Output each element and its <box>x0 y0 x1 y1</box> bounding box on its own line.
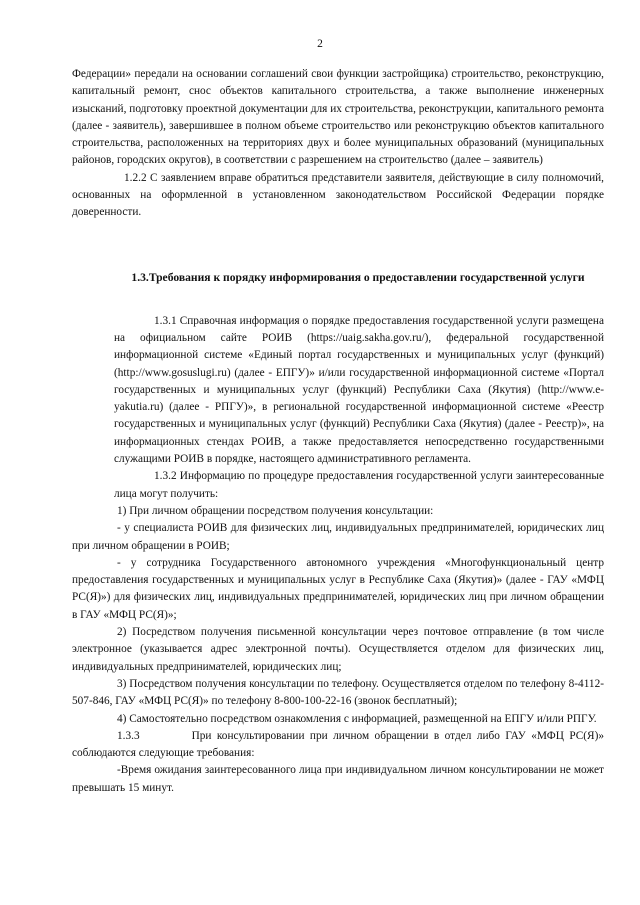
paragraph-applicant-definition: Федерации» передали на основании соглашений свои функции застройщика) строительство, реконструкцию, капитальный ремонт, снос объектов капитального строительства, а также выполнение инженерных изысканий, подготовку проектной документации для их строительства, реконструкции, капитального ремонта (далее - заявитель), завершившее в полном объеме строительство или реконструкцию объектов капитального строительства, расположенных на территориях двух и более муниципальных образований (муниципальных районов, городских округов), в соответствии с разрешением на строительство (далее – заявитель) <box>72 68 604 167</box>
list-item-personal-visit: 1) При личном обращении посредством получения консультации: <box>117 504 434 517</box>
spacer <box>72 287 604 313</box>
clause-number: 1.3.3 <box>117 729 140 742</box>
list-item-written-consultation: 2) Посредством получения письменной консультации через почтовое отправление (в том числе электронное (указывается адрес электронной почты). Осуществляется отделом для физических лиц, индивидуальных предпринимателей, юридических лиц; <box>72 626 604 673</box>
spacer <box>72 222 604 269</box>
section-1-3-body <box>72 313 604 503</box>
page-number: 2 <box>317 38 323 50</box>
paragraph-1-3-3 <box>72 728 604 763</box>
paragraph-waiting-time: -Время ожидания заинтересованного лица при индивидуальном личном консультировании не может превышать 15 минут. <box>72 764 604 794</box>
list-item-roiv-specialist: - у специалиста РОИВ для физических лиц, индивидуальных предпринимателей, юридических лиц при личном обращении в РОИВ; <box>72 522 604 552</box>
section-heading-1-3: 1.3.Требования к порядку информирования о предоставлении государственной услуги <box>131 270 585 284</box>
list-item-phone-consultation: 3) Посредством получения консультации по телефону. Осуществляется отделом по телефону 8-4112-507-846, ГАУ «МФЦ РС(Я)» по телефону 8-800-100-22-16 (звонок бесплатный); <box>72 677 604 708</box>
paragraph-1-2-2: 1.2.2 С заявлением вправе обратиться представители заявителя, действующие в силу полномочий, основанных на оформленной в установленном законодательством Российской Федерации порядке доверенности. <box>72 171 604 219</box>
paragraph-1-3-2: 1.3.2 Информацию по процедуре предоставления государственной услуги заинтересованные лица могут получить: <box>114 470 604 500</box>
paragraph-1-3-1: 1.3.1 Справочная информация о порядке предоставления государственной услуги размещена на официальном сайте РОИВ (https://uaig.sakha.gov.ru/), федеральной государственной информационной системе «Единый портал государственных и муниципальных услуг (функций) (http://www.gosuslugi.ru) (далее - ЕПГУ)» и/или государственной информационной системе «Портал государственных и муниципальных услуг (функций) Республики Саха (Якутия) (http://www.e-yakutia.ru) (далее - РПГУ)», в региональной государственной информационной системе «Реестр государственных и муниципальных услуг (функций) Республики Саха (Якутия) (далее - Реестр)», на информационных стендах РОИВ, а также предоставляется непосредственно государственными служащими РОИВ в порядке, настоящего административного регламента. <box>114 314 604 466</box>
list-item-mfc-employee: - у сотрудника Государственного автономного учреждения «Многофункциональный центр предоставления государственных и муниципальных услуг в Республике Саха (Якутия)» (далее - ГАУ «МФЦ РС(Я)») для физических лиц, индивидуальных предпринимателей, юридических лиц при личном обращении в ГАУ «МФЦ РС(Я)»; <box>72 556 604 621</box>
document-body <box>72 66 604 797</box>
clause-text: При консультировании при личном обращении в отдел либо ГАУ «МФЦ РС(Я)» соблюдаются следующие требования: <box>72 729 604 760</box>
list-item-self-study: 4) Самостоятельно посредством ознакомления с информацией, размещенной на ЕПГУ и/или РПГУ. <box>117 712 597 725</box>
